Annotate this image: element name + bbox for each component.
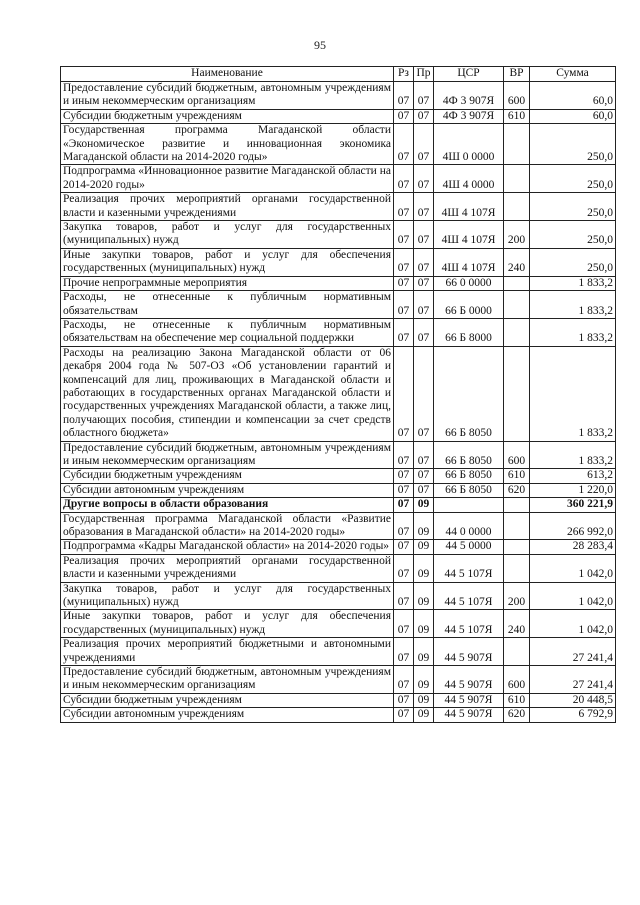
cell-pr: 07 [414, 82, 434, 110]
cell-rz: 07 [394, 483, 414, 497]
cell-vr [504, 291, 530, 319]
cell-sum: 1 833,2 [530, 441, 616, 469]
cell-vr: 600 [504, 82, 530, 110]
cell-rz: 07 [394, 469, 414, 483]
cell-sum: 60,0 [530, 109, 616, 123]
cell-pr: 09 [414, 512, 434, 540]
cell-vr [504, 318, 530, 346]
budget-table [60, 66, 616, 723]
cell-name: Расходы на реализацию Закона Магаданской области от 06 декабря 2004 года № 507-ОЗ «Об установлении гарантий и компенсаций для лиц, проживающих в Магаданской области и работающих в государственных органах Магаданской области и государственных учреждениях Магаданской области, а также лиц, получающих пособия, стипендии и компенсации за счет средств областного бюджета» [61, 346, 394, 441]
cell-name: Реализация прочих мероприятий органами государственной власти и казенными учреждениями [61, 554, 394, 582]
cell-pr: 07 [414, 193, 434, 221]
cell-sum: 360 221,9 [530, 498, 616, 512]
cell-sum: 250,0 [530, 193, 616, 221]
cell-vr: 620 [504, 708, 530, 722]
cell-vr [504, 638, 530, 666]
cell-sum: 1 042,0 [530, 554, 616, 582]
cell-name: Закупка товаров, работ и услуг для государственных (муниципальных) нужд [61, 221, 394, 249]
cell-name: Субсидии автономным учреждениям [61, 483, 394, 497]
cell-csr: 44 5 107Я [434, 554, 504, 582]
page-number: 95 [314, 38, 326, 52]
cell-pr: 09 [414, 554, 434, 582]
cell-pr: 09 [414, 693, 434, 707]
cell-rz: 07 [394, 512, 414, 540]
table-row [61, 346, 616, 441]
cell-csr: 44 5 107Я [434, 582, 504, 610]
cell-rz: 07 [394, 610, 414, 638]
cell-name: Иные закупки товаров, работ и услуг для обеспечения государственных (муниципальных) нужд [61, 610, 394, 638]
cell-vr: 200 [504, 221, 530, 249]
cell-sum: 1 833,2 [530, 346, 616, 441]
table-row [61, 540, 616, 554]
table-row [61, 693, 616, 707]
cell-csr: 4Ш 4 107Я [434, 248, 504, 276]
cell-name: Предоставление субсидий бюджетным, автономным учреждениям и иным некоммерческим организациям [61, 441, 394, 469]
cell-vr: 600 [504, 666, 530, 694]
table-row [61, 469, 616, 483]
cell-rz: 07 [394, 248, 414, 276]
cell-name: Субсидии автономным учреждениям [61, 708, 394, 722]
cell-vr [504, 124, 530, 165]
cell-name: Государственная программа Магаданской области «Экономическое развитие и инновационная экономика Магаданской области на 2014-2020 годы» [61, 124, 394, 165]
cell-pr: 07 [414, 469, 434, 483]
cell-pr: 07 [414, 483, 434, 497]
cell-pr: 09 [414, 638, 434, 666]
cell-name: Реализация прочих мероприятий бюджетными и автономными учреждениями [61, 638, 394, 666]
cell-sum: 1 833,2 [530, 318, 616, 346]
cell-rz: 07 [394, 109, 414, 123]
cell-rz: 07 [394, 82, 414, 110]
cell-rz: 07 [394, 346, 414, 441]
cell-pr: 07 [414, 346, 434, 441]
cell-pr: 09 [414, 610, 434, 638]
cell-vr [504, 346, 530, 441]
cell-rz: 07 [394, 666, 414, 694]
column-header-vr: ВР [504, 67, 530, 82]
cell-sum: 28 283,4 [530, 540, 616, 554]
cell-csr: 4Ф 3 907Я [434, 82, 504, 110]
cell-sum: 60,0 [530, 82, 616, 110]
cell-name: Закупка товаров, работ и услуг для государственных (муниципальных) нужд [61, 582, 394, 610]
cell-vr: 240 [504, 248, 530, 276]
cell-pr: 07 [414, 124, 434, 165]
cell-pr: 07 [414, 109, 434, 123]
cell-vr: 610 [504, 109, 530, 123]
table-row [61, 441, 616, 469]
table-row [61, 165, 616, 193]
cell-rz: 07 [394, 708, 414, 722]
table-row [61, 498, 616, 512]
cell-pr: 07 [414, 276, 434, 290]
cell-csr: 66 0 0000 [434, 276, 504, 290]
cell-csr: 4Ш 4 0000 [434, 165, 504, 193]
cell-pr: 07 [414, 291, 434, 319]
cell-pr: 09 [414, 666, 434, 694]
cell-csr: 44 5 907Я [434, 693, 504, 707]
table-body [61, 82, 616, 723]
cell-pr: 09 [414, 708, 434, 722]
cell-sum: 27 241,4 [530, 666, 616, 694]
cell-csr: 66 Б 8000 [434, 318, 504, 346]
cell-csr: 4Ф 3 907Я [434, 109, 504, 123]
cell-vr: 620 [504, 483, 530, 497]
column-header-csr: ЦСР [434, 67, 504, 82]
cell-pr: 07 [414, 318, 434, 346]
cell-rz: 07 [394, 221, 414, 249]
cell-sum: 250,0 [530, 221, 616, 249]
cell-pr: 07 [414, 248, 434, 276]
cell-name: Предоставление субсидий бюджетным, автономным учреждениям и иным некоммерческим организациям [61, 666, 394, 694]
cell-name: Субсидии бюджетным учреждениям [61, 469, 394, 483]
cell-vr: 610 [504, 693, 530, 707]
cell-vr [504, 165, 530, 193]
cell-vr [504, 498, 530, 512]
table-row [61, 109, 616, 123]
column-header-name: Наименование [61, 67, 394, 82]
cell-sum: 1 220,0 [530, 483, 616, 497]
cell-csr: 66 Б 0000 [434, 291, 504, 319]
table-row [61, 318, 616, 346]
cell-vr [504, 554, 530, 582]
cell-csr: 44 5 107Я [434, 610, 504, 638]
column-header-rz: Рз [394, 67, 414, 82]
table-header-row [61, 67, 616, 82]
cell-rz: 07 [394, 441, 414, 469]
cell-rz: 07 [394, 193, 414, 221]
cell-rz: 07 [394, 554, 414, 582]
table-row [61, 582, 616, 610]
cell-vr: 240 [504, 610, 530, 638]
cell-sum: 1 833,2 [530, 276, 616, 290]
table-row [61, 708, 616, 722]
cell-name: Другие вопросы в области образования [61, 498, 394, 512]
cell-name: Субсидии бюджетным учреждениям [61, 693, 394, 707]
cell-name: Иные закупки товаров, работ и услуг для обеспечения государственных (муниципальных) нужд [61, 248, 394, 276]
cell-name: Расходы, не отнесенные к публичным нормативным обязательствам [61, 291, 394, 319]
cell-rz: 07 [394, 498, 414, 512]
cell-rz: 07 [394, 291, 414, 319]
cell-name: Субсидии бюджетным учреждениям [61, 109, 394, 123]
table-row [61, 276, 616, 290]
table-row [61, 666, 616, 694]
cell-sum: 250,0 [530, 248, 616, 276]
cell-sum: 1 042,0 [530, 610, 616, 638]
cell-vr [504, 193, 530, 221]
cell-pr: 07 [414, 165, 434, 193]
table-row [61, 221, 616, 249]
cell-csr: 44 5 907Я [434, 708, 504, 722]
cell-sum: 6 792,9 [530, 708, 616, 722]
cell-rz: 07 [394, 318, 414, 346]
cell-pr: 07 [414, 441, 434, 469]
cell-sum: 1 833,2 [530, 291, 616, 319]
cell-sum: 250,0 [530, 124, 616, 165]
table-row [61, 248, 616, 276]
cell-name: Подпрограмма «Кадры Магаданской области» на 2014-2020 годы» [61, 540, 394, 554]
cell-csr: 4Ш 4 107Я [434, 193, 504, 221]
cell-pr: 07 [414, 221, 434, 249]
cell-name: Подпрограмма «Инновационное развитие Магаданской области на 2014-2020 годы» [61, 165, 394, 193]
cell-sum: 266 992,0 [530, 512, 616, 540]
cell-rz: 07 [394, 276, 414, 290]
cell-vr: 600 [504, 441, 530, 469]
table-row [61, 638, 616, 666]
cell-rz: 07 [394, 540, 414, 554]
table-row [61, 82, 616, 110]
cell-vr [504, 540, 530, 554]
table-row [61, 512, 616, 540]
table-row [61, 483, 616, 497]
cell-vr [504, 276, 530, 290]
cell-sum: 250,0 [530, 165, 616, 193]
cell-csr: 44 0 0000 [434, 512, 504, 540]
cell-csr [434, 498, 504, 512]
cell-name: Прочие непрограммные мероприятия [61, 276, 394, 290]
table-row [61, 610, 616, 638]
cell-sum: 27 241,4 [530, 638, 616, 666]
cell-name: Расходы, не отнесенные к публичным нормативным обязательствам на обеспечение мер социальной поддержки [61, 318, 394, 346]
cell-rz: 07 [394, 638, 414, 666]
cell-name: Реализация прочих мероприятий органами государственной власти и казенными учреждениями [61, 193, 394, 221]
table-row [61, 124, 616, 165]
cell-pr: 09 [414, 498, 434, 512]
cell-csr: 66 Б 8050 [434, 483, 504, 497]
cell-csr: 44 5 0000 [434, 540, 504, 554]
cell-pr: 09 [414, 540, 434, 554]
cell-csr: 44 5 907Я [434, 666, 504, 694]
cell-rz: 07 [394, 582, 414, 610]
cell-csr: 66 Б 8050 [434, 346, 504, 441]
cell-vr [504, 512, 530, 540]
table-row [61, 193, 616, 221]
cell-name: Предоставление субсидий бюджетным, автономным учреждениям и иным некоммерческим организациям [61, 82, 394, 110]
cell-csr: 66 Б 8050 [434, 469, 504, 483]
cell-csr: 66 Б 8050 [434, 441, 504, 469]
column-header-pr: Пр [414, 67, 434, 82]
column-header-sum: Сумма [530, 67, 616, 82]
table-row [61, 291, 616, 319]
cell-csr: 4Ш 4 107Я [434, 221, 504, 249]
cell-sum: 1 042,0 [530, 582, 616, 610]
cell-name: Государственная программа Магаданской области «Развитие образования в Магаданской области» на 2014-2020 годы» [61, 512, 394, 540]
cell-pr: 09 [414, 582, 434, 610]
cell-sum: 613,2 [530, 469, 616, 483]
cell-rz: 07 [394, 693, 414, 707]
cell-vr: 200 [504, 582, 530, 610]
cell-csr: 44 5 907Я [434, 638, 504, 666]
table-row [61, 554, 616, 582]
cell-vr: 610 [504, 469, 530, 483]
cell-csr: 4Ш 0 0000 [434, 124, 504, 165]
cell-rz: 07 [394, 165, 414, 193]
cell-rz: 07 [394, 124, 414, 165]
cell-sum: 20 448,5 [530, 693, 616, 707]
